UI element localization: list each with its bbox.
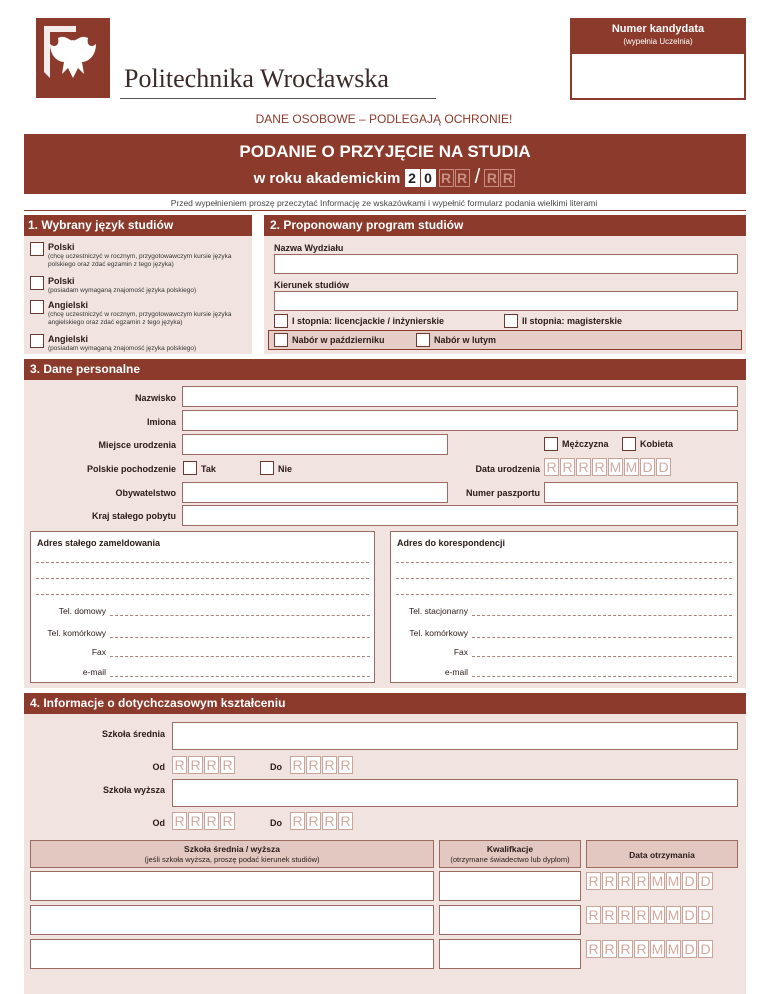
year-cell: R [220,756,235,774]
high-school-input[interactable] [172,722,738,750]
date-cell: M [625,459,638,475]
year-cell: R [188,756,203,774]
faculty-input[interactable] [274,254,738,274]
date-cell: R [560,458,575,476]
email-label: e-mail [82,667,106,677]
candidate-number-title: Numer kandydata [611,23,705,35]
section4-header [24,693,746,714]
table-row-school[interactable] [30,905,434,935]
october-intake-label: Nabór w październiku [292,335,385,345]
date-cell: M [651,873,664,889]
phone-home-line[interactable] [110,615,370,616]
passport-input[interactable] [544,482,738,503]
email-label: e-mail [444,667,468,677]
address-line[interactable] [36,594,369,595]
surname-input[interactable] [182,386,738,407]
uni-to-year[interactable] [290,812,354,831]
year-cell: R [306,812,321,830]
table-row-date[interactable] [586,906,714,925]
university-input[interactable] [172,779,738,807]
country-label: Kraj stałego pobytu [91,511,176,521]
correspondence-address-label: Adres do korespondencji [397,538,506,548]
year-cell: R [306,756,321,774]
permanent-address-label: Adres stałego zameldowania [37,538,161,548]
mobile-label: Tel. komórkowy [47,628,106,638]
date-cell: R [618,940,633,958]
option-label: Polski [48,242,75,252]
year-slash: / [474,166,481,188]
table-row-qualification[interactable] [439,939,581,969]
eagle-icon [36,18,110,98]
university-label: Szkoła wyższa [102,785,165,795]
birth-date-label: Data urodzenia [475,464,540,474]
citizenship-input[interactable] [182,482,448,503]
date-cell: R [602,872,617,890]
mobile-label: Tel. komórkowy [409,628,468,638]
yes-label: Tak [201,464,216,474]
year-digit: 2 [405,169,420,187]
date-cell: R [634,940,649,958]
year-cell: R [338,812,353,830]
date-cell: D [640,458,655,476]
section4-title: 4. Informacje o dotychczasowym kształceniu [30,696,286,710]
table-header-date [586,840,738,868]
year-cell: R [204,812,219,830]
address-line[interactable] [36,562,369,563]
polish-origin-label: Polskie pochodzenie [86,464,176,474]
address-line[interactable] [396,562,732,563]
faculty-label: Nazwa Wydziału [274,243,344,253]
date-cell: D [698,872,713,890]
date-cell: R [586,940,601,958]
date-cell: D [698,940,713,958]
university-logo [36,18,110,98]
year-cell: R [172,756,187,774]
fax-line[interactable] [110,656,370,657]
date-cell: M [651,907,664,923]
section2-header [264,215,746,236]
academic-year-label: w roku akademickim [253,170,401,187]
checkbox-october-intake[interactable] [274,333,288,347]
date-cell: R [586,872,601,890]
female-label: Kobieta [640,439,674,449]
checkbox-second-cycle[interactable] [504,314,518,328]
checkbox-female[interactable] [622,437,636,451]
second-cycle-label: II stopnia: magisterskie [522,316,623,326]
year-digit: 0 [421,169,436,187]
date-cell: R [576,458,591,476]
february-intake-label: Nabór w lutym [434,335,497,345]
email-line[interactable] [472,676,732,677]
candidate-number-input[interactable] [570,52,746,100]
birthplace-input[interactable] [182,434,448,455]
date-cell: R [634,906,649,924]
section3-header [24,359,746,380]
year-cell: R [322,756,337,774]
year-digit-field[interactable]: R [439,169,454,187]
section3-title: 3. Dane personalne [30,362,141,376]
column-subheader: (jeśli szkoła wyższa, proszę podać kierunek studiów) [144,855,320,864]
field-of-study-input[interactable] [274,291,738,311]
instruction-underline [24,210,746,211]
passport-label: Numer paszportu [465,488,540,498]
option-label: Polski [48,276,75,286]
date-cell: D [698,906,713,924]
option-sub: (chcę uczestniczyć w rocznym, przygotowawczym kursie języka angielskiego oraz zdać egzamin z tego języka) [48,311,232,326]
checkbox-origin-yes[interactable] [183,461,197,475]
date-cell: D [682,940,697,958]
date-cell: D [656,458,671,476]
hs-to-year[interactable] [290,756,354,775]
citizenship-label: Obywatelstwo [115,488,176,498]
option-label: Angielski [48,300,89,310]
table-header-qualification [439,840,581,868]
university-name: Politechnika Wrocławska [124,64,389,93]
date-cell: D [682,906,697,924]
table-row-school[interactable] [30,871,434,901]
candidate-number-sub: (wypełnia Uczelnia) [623,37,693,46]
fax-label: Fax [453,647,468,657]
option-label: Angielski [48,334,89,344]
checkbox-february-intake[interactable] [416,333,430,347]
year-cell: R [290,812,305,830]
checkbox-male[interactable] [544,437,558,451]
year-cell: R [220,812,235,830]
from-label: Od [152,762,165,772]
first-cycle-label: I stopnia: licencjackie / inżynierskie [292,316,445,326]
table-row-qualification[interactable] [439,905,581,935]
names-label: Imiona [146,417,176,427]
option-sub: (chcę uczestniczyć w rocznym, przygotowawczym kursie języka polskiego oraz zdać egzamin z tego języka) [48,253,232,268]
date-cell: M [667,907,680,923]
date-cell: R [602,906,617,924]
address-line[interactable] [396,578,732,579]
section1-header [24,215,252,236]
mobile-line[interactable] [472,637,732,638]
year-digit-field[interactable]: R [455,169,470,187]
title-banner [24,134,746,194]
option-sub: (posiadam wymaganą znajomość języka polskiego) [48,287,197,294]
year-cell: R [322,812,337,830]
table-row-date[interactable] [586,940,714,959]
checkbox-english-known[interactable] [30,334,44,348]
birthplace-label: Miejsce urodzenia [98,440,176,450]
year-cell: R [204,756,219,774]
high-school-label: Szkoła średnia [101,729,165,739]
checkbox-polish-known[interactable] [30,276,44,290]
year-digit-field[interactable]: R [484,169,499,187]
phone-landline-line[interactable] [472,615,732,616]
to-label: Do [270,818,282,828]
option-sub: (posiadam wymaganą znajomość języka polskiego) [48,345,197,352]
date-cell: R [634,872,649,890]
phone-home-label: Tel. domowy [58,606,106,616]
checkbox-polish-course[interactable] [30,242,44,256]
checkbox-english-course[interactable] [30,300,44,314]
checkbox-first-cycle[interactable] [274,314,288,328]
to-label: Do [270,762,282,772]
date-cell: M [667,941,680,957]
uni-from-year[interactable] [172,812,236,831]
field-of-study-label: Kierunek studiów [274,280,350,290]
from-label: Od [152,818,165,828]
date-cell: M [609,459,622,475]
table-header-school [30,840,434,868]
names-input[interactable] [182,410,738,431]
checkbox-origin-no[interactable] [260,461,274,475]
candidate-number-box [570,18,746,52]
male-label: Mężczyzna [562,439,609,449]
date-cell: R [618,872,633,890]
header-underline [120,98,436,99]
year-digit-field[interactable]: R [500,169,515,187]
country-input[interactable] [182,505,738,526]
mobile-line[interactable] [110,637,370,638]
date-cell: R [602,940,617,958]
form-title: PODANIE O PRZYJĘCIE NA STUDIA [239,142,531,161]
birth-date-field[interactable] [544,458,672,477]
column-header: Szkoła średnia / wyższa [184,844,280,854]
protection-note: DANE OSOBOWE – PODLEGAJĄ OCHRONIE! [255,112,513,126]
date-cell: R [618,906,633,924]
table-row-school[interactable] [30,939,434,969]
hs-from-year[interactable] [172,756,236,775]
date-cell: R [586,906,601,924]
table-row-date[interactable] [586,872,714,891]
column-header: Kwalifkacje [486,844,534,854]
address-line[interactable] [36,578,369,579]
year-cell: R [172,812,187,830]
instruction-text: Przed wypełnieniem proszę przeczytać Informację ze wskazówkami i wypełnić formularz podania wielkimi literami [170,198,598,208]
year-cell: R [188,812,203,830]
email-line[interactable] [110,676,370,677]
column-header: Data otrzymania [629,850,695,860]
table-row-qualification[interactable] [439,871,581,901]
section2-title: 2. Proponowany program studiów [270,218,464,232]
academic-year-row [24,166,746,189]
year-cell: R [290,756,305,774]
year-cell: R [338,756,353,774]
column-subheader: (otrzymane świadectwo lub dyplom) [450,855,570,864]
phone-landline-label: Tel. stacjonarny [408,606,468,616]
date-cell: R [592,458,607,476]
fax-line[interactable] [472,656,732,657]
no-label: Nie [278,464,293,474]
section1-title: 1. Wybrany język studiów [28,218,174,232]
date-cell: M [667,873,680,889]
date-cell: R [544,458,559,476]
address-line[interactable] [396,594,732,595]
date-cell: D [682,872,697,890]
fax-label: Fax [91,647,106,657]
date-cell: M [651,941,664,957]
surname-label: Nazwisko [134,393,176,403]
